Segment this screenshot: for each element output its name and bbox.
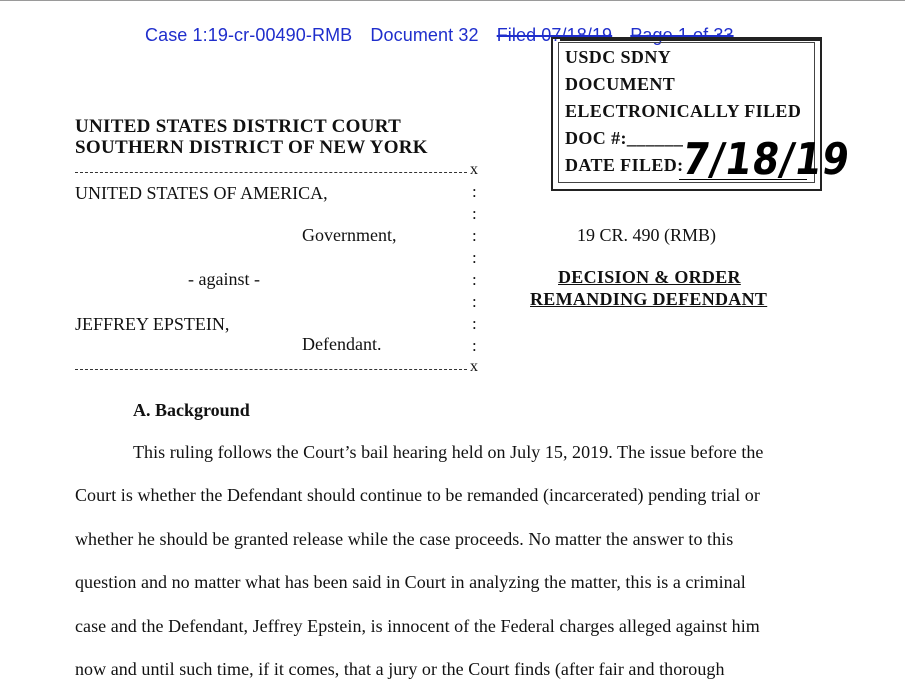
ecf-document-number: Document 32 bbox=[370, 25, 479, 45]
handwritten-filing-date: 7/18/19 bbox=[679, 133, 854, 185]
caption-colon: : bbox=[472, 204, 477, 223]
caption-colon: : bbox=[472, 182, 477, 201]
caption-defendant-role: Defendant. bbox=[302, 334, 382, 354]
ecf-page-count: Page 1 of 33 bbox=[630, 25, 734, 45]
document-title-line-2: REMANDING DEFENDANT bbox=[530, 289, 768, 309]
caption-plaintiff: UNITED STATES OF AMERICA, bbox=[75, 183, 328, 203]
body-text-line: This ruling follows the Court’s bail hearing held on July 15, 2019. The issue before the bbox=[133, 442, 764, 462]
case-number: 19 CR. 490 (RMB) bbox=[577, 225, 717, 245]
stamp-line-doc-number: DOC #:______ bbox=[565, 128, 684, 148]
caption-top-x: x bbox=[470, 161, 478, 178]
caption-colon: : bbox=[472, 336, 477, 355]
document-title-line-1: DECISION & ORDER bbox=[558, 267, 741, 287]
ecf-case-number: Case 1:19-cr-00490-RMB bbox=[145, 25, 353, 45]
caption-plaintiff-role: Government, bbox=[302, 225, 397, 245]
caption-colon: : bbox=[472, 292, 477, 311]
body-text-line: Court is whether the Defendant should continue to be remanded (incarcerated) pending trial or bbox=[75, 485, 760, 505]
caption-colon: : bbox=[472, 314, 477, 333]
date-underline bbox=[679, 179, 807, 180]
caption-colon: : bbox=[472, 226, 477, 245]
ecf-filed-date: Filed 07/18/19 bbox=[496, 25, 613, 45]
body-text-line: case and the Defendant, Jeffrey Epstein, is innocent of the Federal charges alleged against him bbox=[75, 616, 760, 636]
stamp-line-date-filed: DATE FILED: bbox=[565, 155, 684, 175]
court-name-line-2: SOUTHERN DISTRICT OF NEW YORK bbox=[75, 137, 428, 158]
caption-colon: : bbox=[472, 248, 477, 267]
caption-defendant: JEFFREY EPSTEIN, bbox=[75, 314, 230, 334]
court-name-line-1: UNITED STATES DISTRICT COURT bbox=[75, 116, 402, 137]
caption-bottom-x: x bbox=[470, 358, 478, 375]
body-text-line: now and until such time, if it comes, that a jury or the Court finds (after fair and thorough bbox=[75, 659, 725, 679]
caption-bottom-rule bbox=[75, 369, 467, 370]
caption-top-rule bbox=[75, 172, 467, 173]
body-text-line: whether he should be granted release while the case proceeds. No matter the answer to this bbox=[75, 529, 734, 549]
caption-colon: : bbox=[472, 270, 477, 289]
body-text-line: question and no matter what has been said in Court in analyzing the matter, this is a criminal bbox=[75, 572, 746, 592]
stamp-line-electronic: ELECTRONICALLY FILED bbox=[565, 101, 802, 121]
stamp-line-court: USDC SDNY bbox=[565, 47, 672, 67]
section-heading: A. Background bbox=[133, 400, 250, 420]
caption-against: - against - bbox=[188, 269, 260, 289]
stamp-line-document: DOCUMENT bbox=[565, 74, 676, 94]
